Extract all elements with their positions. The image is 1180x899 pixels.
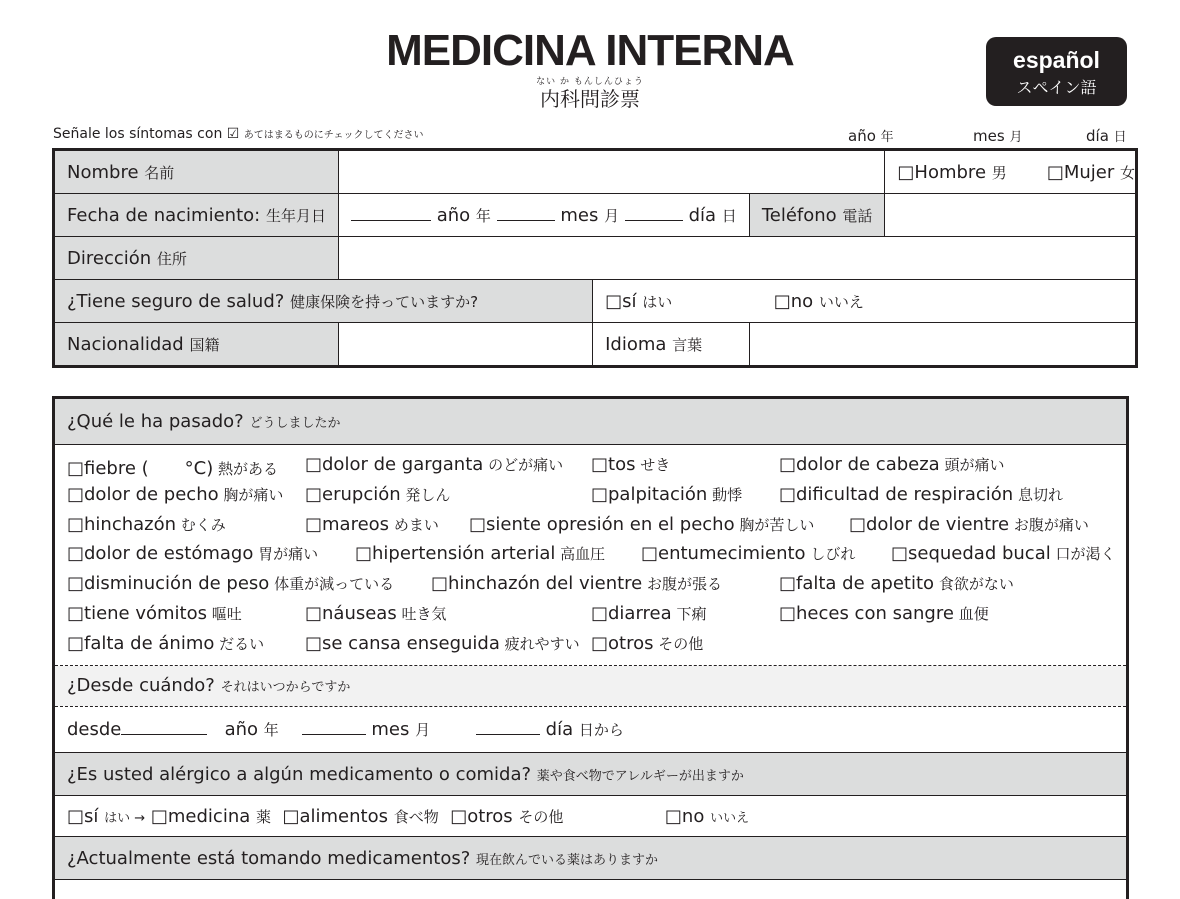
symptom-checkbox[interactable] [779, 454, 1005, 475]
symptom-label: □dolor de pecho [67, 484, 219, 505]
language-field[interactable] [749, 323, 1136, 367]
symptom-label: □tiene vómitos [67, 603, 207, 624]
since-month: mes [371, 719, 410, 740]
symptom-label: □dolor de garganta [305, 454, 484, 475]
since-month-ja: 月 [415, 721, 431, 739]
name-field[interactable] [338, 150, 884, 194]
symptom-label-ja: 動悸 [707, 486, 743, 504]
symptom-label-ja: 食欲がない [934, 575, 1014, 593]
nationality-field[interactable] [338, 323, 592, 367]
since-row[interactable] [67, 719, 624, 740]
symptom-label: □diarrea [591, 603, 672, 624]
symptom-label: □tos [591, 454, 636, 475]
symptom-label: □fiebre ( °C) [67, 458, 214, 479]
symptom-label-ja: めまい [389, 516, 439, 534]
insurance-yes-ja: はい [642, 292, 673, 311]
symptom-checkbox[interactable] [641, 543, 855, 564]
symptom-checkbox[interactable] [591, 633, 703, 654]
page-title-ja: 内科問診票 [540, 87, 640, 111]
symptom-label: □dolor de vientre [849, 514, 1010, 535]
symptom-label-ja: 吐き気 [396, 605, 447, 623]
symptom-label: □heces con sangre [779, 603, 954, 624]
page-title-ja-ruby: ない か もんしんひょう [536, 77, 644, 87]
since-day-ja: 日から [578, 721, 624, 739]
instruction-text: Señale los síntomas con [53, 126, 223, 142]
symptom-checkbox[interactable] [591, 484, 742, 505]
symptom-label-ja: 疲れやすい [499, 635, 580, 653]
symptom-label-ja: 胃が痛い [253, 545, 319, 563]
language-field-label: Idioma 言葉 [593, 323, 750, 367]
date-year [848, 126, 894, 145]
allergy-others-checkbox[interactable]: □otros [450, 806, 513, 827]
symptom-label-ja: その他 [653, 635, 704, 653]
date-day-ja: 日 [1113, 130, 1127, 145]
symptom-label-ja: 口が渇く [1050, 545, 1116, 563]
symptom-label-ja: しびれ [805, 545, 856, 563]
symptoms-question: ¿Qué le ha pasado? [67, 411, 244, 432]
symptom-label-ja: お腹が痛い [1009, 516, 1089, 534]
symptom-checkbox[interactable] [591, 603, 706, 624]
symptom-checkbox[interactable] [779, 484, 1063, 505]
insurance-label: ¿Tiene seguro de salud? 健康保険を持っていますか? [54, 280, 593, 323]
symptom-checkbox[interactable] [305, 633, 580, 654]
since-desde: desde [67, 719, 122, 740]
symptom-label-ja: のどが痛い [483, 456, 564, 474]
phone-field[interactable] [885, 194, 1137, 237]
symptom-checkbox[interactable] [67, 573, 394, 594]
symptom-checkbox[interactable] [67, 484, 283, 505]
symptom-label: □falta de ánimo [67, 633, 215, 654]
symptom-checkbox[interactable] [431, 573, 722, 594]
symptom-label: □otros [591, 633, 654, 654]
allergy-yes-ja: はい → [104, 811, 146, 826]
symptom-label: □disminución de peso [67, 573, 270, 594]
date-month-label: mes [973, 127, 1005, 145]
symptom-checkbox[interactable] [779, 603, 989, 624]
symptom-label: □erupción [305, 484, 401, 505]
since-question-row [55, 666, 1126, 706]
phone-label: Teléfono 電話 [749, 194, 885, 237]
allergy-yes-checkbox[interactable]: □sí [67, 806, 99, 827]
insurance-yes-checkbox[interactable]: □sí [605, 290, 637, 312]
symptom-label-ja: 嘔吐 [207, 605, 242, 623]
symptom-checkbox[interactable] [305, 514, 439, 535]
medication-question-ja: 現在飲んでいる薬はありますか [476, 853, 659, 868]
symptom-label: □se cansa enseguida [305, 633, 500, 654]
allergy-others-ja: その他 [518, 808, 564, 826]
symptom-checkbox[interactable] [779, 573, 1014, 594]
symptom-label: □hinchazón [67, 514, 177, 535]
symptom-label-ja: 血便 [953, 605, 989, 623]
insurance-options [593, 280, 1137, 323]
symptom-checkbox[interactable] [67, 543, 318, 564]
symptom-checkbox[interactable] [891, 543, 1116, 564]
symptom-checkbox[interactable] [591, 454, 670, 475]
symptom-label: □palpitación [591, 484, 708, 505]
symptom-checkbox[interactable] [305, 454, 563, 475]
birth-label: Fecha de nacimiento: 生年月日 [54, 194, 339, 237]
name-label: Nombre 名前 [54, 150, 339, 194]
instruction-ja: あてはまるものにチェックしてください [243, 130, 424, 141]
since-year: año [224, 719, 259, 740]
symptom-checkbox[interactable] [67, 633, 264, 654]
symptom-label-ja: むくみ [176, 516, 226, 534]
symptom-label-ja: せき [635, 456, 671, 474]
symptom-label: □mareos [305, 514, 390, 535]
symptom-checkbox[interactable] [355, 543, 605, 564]
symptom-checkbox[interactable] [67, 603, 242, 624]
allergy-no-ja: いいえ [710, 811, 750, 826]
symptom-label: □náuseas [305, 603, 397, 624]
nationality-label: Nacionalidad 国籍 [54, 323, 339, 367]
symptoms-question-row [55, 399, 1126, 444]
male-checkbox[interactable]: □Hombre [897, 161, 987, 183]
name-row [54, 150, 1137, 194]
allergy-question: ¿Es usted alérgico a algún medicamento o comida? [67, 764, 532, 785]
symptom-label-ja: 息切れ [1013, 486, 1063, 504]
allergy-medicine-ja: 薬 [256, 808, 272, 826]
allergy-question-ja: 薬や食べ物でアレルギーが出ますか [536, 769, 744, 784]
insurance-row [54, 280, 1137, 323]
date-month-ja: 月 [1009, 130, 1023, 145]
instruction [53, 126, 423, 142]
insurance-no-checkbox[interactable]: □no [773, 290, 814, 312]
symptom-label-ja: 胸が苦しい [734, 516, 815, 534]
symptom-label: □sequedad bucal [891, 543, 1051, 564]
allergy-food-checkbox[interactable]: □alimentos [282, 806, 388, 827]
symptom-label-ja: お腹が張る [642, 575, 723, 593]
date-month [973, 126, 1022, 145]
language-badge [986, 37, 1127, 106]
female-ja: 女 [1119, 163, 1135, 182]
symptom-label: □entumecimiento [641, 543, 806, 564]
symptom-label: □dificultad de respiración [779, 484, 1014, 505]
date-day-label: día [1086, 127, 1109, 145]
symptom-checkbox[interactable] [849, 514, 1089, 535]
symptom-label-ja: 頭が痛い [939, 456, 1005, 474]
female-checkbox[interactable]: □Mujer [1046, 161, 1115, 183]
allergy-no-checkbox[interactable]: □no [664, 806, 705, 827]
allergy-question-row [55, 753, 1126, 795]
since-day: día [545, 719, 574, 740]
symptom-label: □hinchazón del vientre [431, 573, 643, 594]
symptoms-section [52, 396, 1129, 899]
symptom-label-ja: 胸が痛い [218, 486, 284, 504]
symptom-label-ja: 熱がある [213, 460, 279, 478]
symptom-label-ja: 下痢 [671, 605, 707, 623]
symptoms-question-ja: どうしましたか [249, 416, 341, 431]
page-title: MEDICINA INTERNA [386, 26, 794, 75]
personal-info-table [52, 148, 1138, 368]
language-label-ja: スペイン語 [1016, 78, 1097, 97]
symptom-label-ja: 高血圧 [555, 545, 606, 563]
address-row [54, 237, 1137, 280]
symptom-label: □falta de apetito [779, 573, 935, 594]
address-label: Dirección 住所 [54, 237, 339, 280]
symptom-label-ja: 発しん [400, 486, 451, 504]
symptom-checkbox[interactable] [67, 514, 226, 535]
date-year-ja: 年 [880, 130, 894, 145]
medication-question-row [55, 837, 1126, 879]
symptom-label: □siente opresión en el pecho [469, 514, 735, 535]
symptom-label-ja: 体重が減っている [269, 575, 395, 593]
address-field[interactable] [338, 237, 1136, 280]
language-label: español [1013, 47, 1100, 73]
allergy-food-ja: 食べ物 [393, 808, 439, 826]
symptom-checkbox[interactable] [305, 484, 450, 505]
birth-row [54, 194, 1137, 237]
date-year-label: año [848, 127, 876, 145]
symptom-checkbox[interactable] [469, 514, 814, 535]
symptom-label-ja: だるい [214, 635, 265, 653]
gender-cell [885, 150, 1137, 194]
date-day [1086, 126, 1127, 145]
insurance-no-ja: いいえ [818, 292, 864, 311]
allergy-options [67, 806, 749, 827]
nationality-row [54, 323, 1137, 367]
medication-question: ¿Actualmente está tomando medicamentos? [67, 848, 471, 869]
symptom-label: □dolor de cabeza [779, 454, 940, 475]
since-year-ja: 年 [263, 721, 279, 739]
symptom-label: □dolor de estómago [67, 543, 254, 564]
symptom-checkbox[interactable] [67, 454, 278, 480]
birth-field[interactable]: año 年 mes 月 día 日 [338, 194, 749, 237]
male-ja: 男 [991, 163, 1007, 182]
since-question-ja: それはいつからですか [220, 680, 351, 695]
symptom-label: □hipertensión arterial [355, 543, 556, 564]
since-question: ¿Desde cuándo? [67, 675, 215, 696]
allergy-medicine-checkbox[interactable]: □medicina [150, 806, 251, 827]
symptom-checkbox[interactable] [305, 603, 447, 624]
check-icon: ☑ [226, 126, 240, 142]
